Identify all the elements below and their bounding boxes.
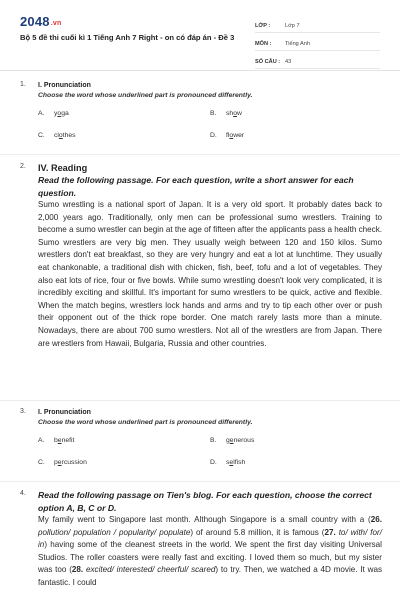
gap-options: to/ with/ for/ in bbox=[38, 527, 382, 550]
divider bbox=[0, 481, 400, 482]
question-number: 3. bbox=[20, 408, 26, 415]
section-title: I. Pronunciation bbox=[38, 82, 91, 89]
page-header bbox=[0, 0, 400, 71]
section-title: I. Pronunciation bbox=[38, 409, 91, 416]
document-title: Bộ 5 đề thi cuối kì 1 Tiếng Anh 7 Right - on có đáp án - Đề 3 bbox=[20, 33, 235, 42]
option-a[interactable]: A. benefit bbox=[38, 437, 75, 444]
divider bbox=[0, 154, 400, 155]
question-number: 2. bbox=[20, 163, 26, 170]
question-instruction: Choose the word whose underlined part is pronounced differently. bbox=[38, 92, 253, 99]
question-number: 1. bbox=[20, 81, 26, 88]
divider bbox=[0, 400, 400, 401]
gap-number: 27. bbox=[324, 527, 336, 537]
option-b[interactable]: B. generous bbox=[210, 437, 255, 444]
question-1 bbox=[20, 81, 382, 139]
option-d[interactable]: D. selfish bbox=[210, 459, 246, 466]
gap-number: 26. bbox=[370, 515, 382, 524]
answer-options bbox=[38, 437, 382, 466]
option-b[interactable]: B. show bbox=[210, 110, 242, 117]
question-instruction: Read the following passage on Tien's blog. For each question, choose the correct option A, B, C or D. bbox=[38, 490, 372, 513]
answer-options bbox=[38, 110, 382, 139]
question-instruction: Choose the word whose underlined part is pronounced differently. bbox=[38, 419, 253, 426]
meta-count-row: SỐ CÂU : 43 bbox=[255, 51, 380, 69]
option-d[interactable]: D. flower bbox=[210, 132, 245, 139]
question-4 bbox=[20, 489, 382, 590]
document-meta bbox=[255, 15, 380, 69]
question-instruction: Read the following passage. For each question, write a short answer for each question. bbox=[38, 175, 354, 198]
question-2 bbox=[20, 162, 382, 350]
section-title: IV. Reading bbox=[38, 163, 88, 173]
gap-options: pollution/ population / popularity/ populate bbox=[38, 527, 191, 537]
reading-passage: Sumo wrestling is a national sport of Japan. It is a very old sport. It probably dates back to 2,000 years ago. Traditionally, only men can be professional sumo wrestlers. Training to become a sumo wrestler can begin at the age of fifteen after the applicants pass a health check. Sumo wrestlers are very big men. They usually weigh between 120 and 150 kilos. Sumo wrestlers don't eat breakfast, so they are very hungry and eat a lot at lunchtime. They usually eat chankonable, a traditional dish with chicken, fish, beef, tofu and a lot of vegetables. They also eat lots of rice, four or five bowls. While sumo wrestling doesn't look very complicated, it is incredibly exciting and skillful. It's important for sumo wrestlers to be quick, active and flexible. When the match begins, wrestlers lock hands and arms and try to tip each other over or push their opponent out of the thick rope border. One match rarely lasts more than a minute. Nowadays, there are about 700 sumo wrestlers. Not all of the wrestlers are from Japan. There are wrestlers from Hawaii, Bulgaria, Russia and other countries. bbox=[38, 200, 382, 348]
option-a[interactable]: A. yoga bbox=[38, 110, 69, 117]
site-logo[interactable]: 2048.vn bbox=[20, 14, 62, 29]
option-c[interactable]: C. clothes bbox=[38, 132, 76, 139]
meta-subject-row: MÔN : Tiếng Anh bbox=[255, 33, 380, 51]
option-c[interactable]: C. percussion bbox=[38, 459, 87, 466]
meta-class-row: LỚP : Lớp 7 bbox=[255, 15, 380, 33]
reading-passage: My family went to Singapore last month. Although Singapore is a small country with a (26. pollution/ population / popularity/ populate) of around 5.8 million, it is famous (27. to/ with/ for/ in) having some of the cleanest streets in the world. We spent the first day visiting Universal Studios. The roller coasters were really fast and exciting. I loved them so much, but my sister was too (28. excited/ interested/ cheerful/ scared) to try. Then, we watched a 4D movie. It was fantastic. I could bbox=[38, 515, 382, 587]
gap-options: excited/ interested/ cheerful/ scared bbox=[85, 565, 216, 575]
question-number: 4. bbox=[20, 490, 26, 497]
question-3 bbox=[20, 408, 382, 466]
gap-number: 28. bbox=[71, 565, 84, 575]
